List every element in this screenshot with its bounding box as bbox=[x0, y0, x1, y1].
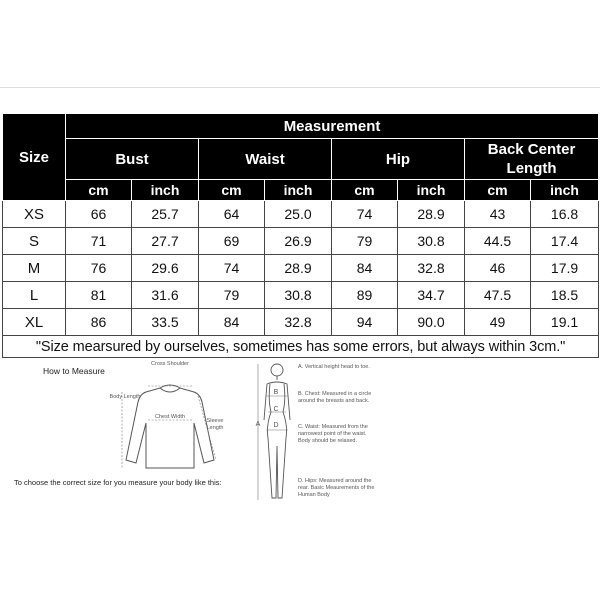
group-header-back-center-length: Back Center Length bbox=[465, 139, 599, 180]
table-cell: 89 bbox=[332, 282, 398, 309]
measure-guide bbox=[0, 356, 600, 526]
unit-header: inch bbox=[132, 180, 199, 201]
size-cell: L bbox=[3, 282, 66, 309]
table-cell: 49 bbox=[465, 309, 531, 336]
table-cell: 69 bbox=[199, 228, 265, 255]
size-cell: XL bbox=[3, 309, 66, 336]
table-cell: 33.5 bbox=[132, 309, 199, 336]
table-cell: 28.9 bbox=[265, 255, 332, 282]
label-sleeve-length: Sleeve Length bbox=[206, 418, 224, 431]
table-cell: 26.9 bbox=[265, 228, 332, 255]
table-cell: 84 bbox=[199, 309, 265, 336]
size-header: Size bbox=[3, 114, 66, 201]
table-cell: 31.6 bbox=[132, 282, 199, 309]
table-cell: 71 bbox=[66, 228, 132, 255]
legend-item: C. Waist: Measured from the narrowest point of the waist. Body should be relaxed. bbox=[298, 424, 368, 444]
table-cell: 18.5 bbox=[531, 282, 599, 309]
unit-header: inch bbox=[531, 180, 599, 201]
table-cell: 25.7 bbox=[132, 201, 199, 228]
table-cell: 30.8 bbox=[398, 228, 465, 255]
table-cell: 19.1 bbox=[531, 309, 599, 336]
legend-item: D. Hips: Measured around the rear. Basic Meaurements of the Human Body bbox=[298, 478, 375, 498]
table-cell: 84 bbox=[332, 255, 398, 282]
table-cell: 74 bbox=[332, 201, 398, 228]
table-cell: 16.8 bbox=[531, 201, 599, 228]
measurement-note: "Size mearsured by ourselves, sometimes has some errors, but always within 3cm." bbox=[3, 336, 599, 358]
legend-item: A. Vertical height head to toe. bbox=[298, 364, 370, 370]
size-cell: M bbox=[3, 255, 66, 282]
unit-header: inch bbox=[265, 180, 332, 201]
body-mark-c: C bbox=[273, 406, 279, 413]
unit-header: cm bbox=[66, 180, 132, 201]
table-cell: 44.5 bbox=[465, 228, 531, 255]
body-mark-d: D bbox=[273, 422, 279, 429]
choose-size-text: To choose the correct size for you measure your body like this: bbox=[14, 478, 222, 487]
table-cell: 17.4 bbox=[531, 228, 599, 255]
table-cell: 30.8 bbox=[265, 282, 332, 309]
legend-item: B. Chest: Measured in a circle around the breasts and back. bbox=[298, 391, 372, 404]
table-cell: 90.0 bbox=[398, 309, 465, 336]
table-cell: 66 bbox=[66, 201, 132, 228]
table-cell: 34.7 bbox=[398, 282, 465, 309]
table-row bbox=[3, 282, 599, 309]
table-cell: 27.7 bbox=[132, 228, 199, 255]
table-row bbox=[3, 309, 599, 336]
table-cell: 74 bbox=[199, 255, 265, 282]
table-cell: 17.9 bbox=[531, 255, 599, 282]
how-to-measure-title: How to Measure bbox=[43, 366, 105, 376]
unit-header: cm bbox=[199, 180, 265, 201]
body-mark-a: A bbox=[255, 421, 261, 428]
table-cell: 79 bbox=[332, 228, 398, 255]
group-header-waist: Waist bbox=[199, 139, 332, 180]
table-cell: 94 bbox=[332, 309, 398, 336]
table-row bbox=[3, 255, 599, 282]
table-cell: 43 bbox=[465, 201, 531, 228]
table-cell: 32.8 bbox=[398, 255, 465, 282]
size-chart-table bbox=[2, 113, 599, 358]
label-chest-width: Chest Width bbox=[155, 414, 185, 420]
table-cell: 28.9 bbox=[398, 201, 465, 228]
table-row bbox=[3, 228, 599, 255]
table-cell: 32.8 bbox=[265, 309, 332, 336]
table-cell: 86 bbox=[66, 309, 132, 336]
table-cell: 79 bbox=[199, 282, 265, 309]
table-cell: 47.5 bbox=[465, 282, 531, 309]
group-header-bust: Bust bbox=[66, 139, 199, 180]
measurement-header: Measurement bbox=[66, 114, 599, 139]
table-row bbox=[3, 201, 599, 228]
table-cell: 76 bbox=[66, 255, 132, 282]
unit-header: cm bbox=[465, 180, 531, 201]
label-body-length: Body Length bbox=[109, 394, 141, 400]
table-cell: 64 bbox=[199, 201, 265, 228]
table-cell: 29.6 bbox=[132, 255, 199, 282]
table-cell: 81 bbox=[66, 282, 132, 309]
unit-header: inch bbox=[398, 180, 465, 201]
label-cross-shoulder: Cross Shoulder bbox=[151, 361, 189, 367]
group-header-hip: Hip bbox=[332, 139, 465, 180]
table-cell: 46 bbox=[465, 255, 531, 282]
unit-header: cm bbox=[332, 180, 398, 201]
size-cell: S bbox=[3, 228, 66, 255]
table-cell: 25.0 bbox=[265, 201, 332, 228]
body-figure-diagram bbox=[252, 360, 302, 510]
size-cell: XS bbox=[3, 201, 66, 228]
top-divider bbox=[0, 87, 600, 88]
body-mark-b: B bbox=[273, 389, 279, 396]
